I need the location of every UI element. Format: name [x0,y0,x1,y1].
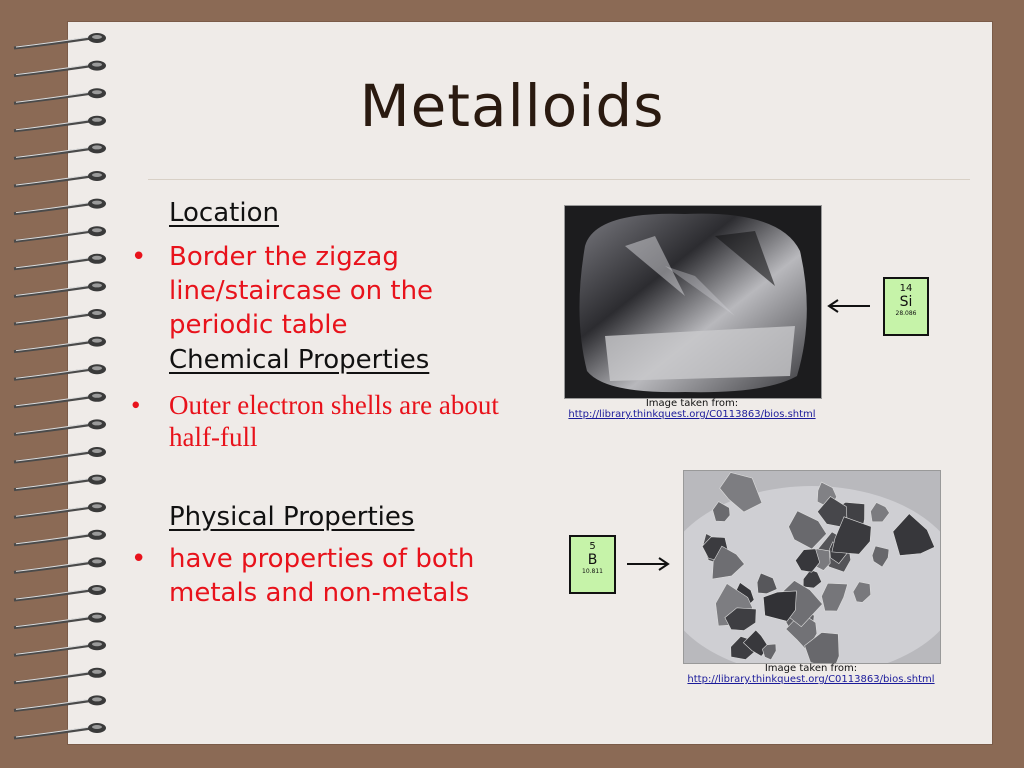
physical-bullet-text: have properties of both metals and non-metals [169,544,475,608]
silicon-atomic-weight: 28.086 [895,310,917,317]
chemical-bullet-text: Outer electron shells are about half-full [169,390,499,452]
boron-atomic-weight: 10.811 [582,568,603,575]
boron-atomic-number: 5 [589,541,596,552]
bullet-icon: • [131,544,147,574]
silicon-caption-label: Image taken from: [645,398,739,409]
physical-heading: Physical Properties [169,502,415,532]
title-divider [148,179,970,180]
boron-photo [683,470,941,664]
physical-bullet [131,542,514,610]
chemical-heading: Chemical Properties [169,345,430,375]
left-arrow-icon [826,298,872,314]
silicon-caption [542,398,842,420]
boron-element-tile [569,535,616,594]
location-bullet-text: Border the zigzag line/staircase on the periodic table [169,242,434,340]
right-arrow-icon [625,556,671,572]
chemical-bullet [131,389,514,453]
bullet-icon: • [131,390,141,420]
boron-caption [661,663,961,685]
boron-caption-label: Image taken from: [764,663,858,674]
boron-source-link[interactable]: http://library.thinkquest.org/C0113863/bios.shtml [687,674,935,685]
boron-symbol: B [587,552,598,568]
location-heading: Location [169,198,279,228]
location-bullet [131,240,519,342]
silicon-element-tile [883,277,929,336]
silicon-atomic-number: 14 [899,283,913,294]
slide-title: Metalloids [359,72,665,140]
silicon-symbol: Si [899,294,913,310]
silicon-source-link[interactable]: http://library.thinkquest.org/C0113863/bios.shtml [568,409,816,420]
bullet-icon: • [131,242,147,272]
silicon-photo [564,205,822,399]
